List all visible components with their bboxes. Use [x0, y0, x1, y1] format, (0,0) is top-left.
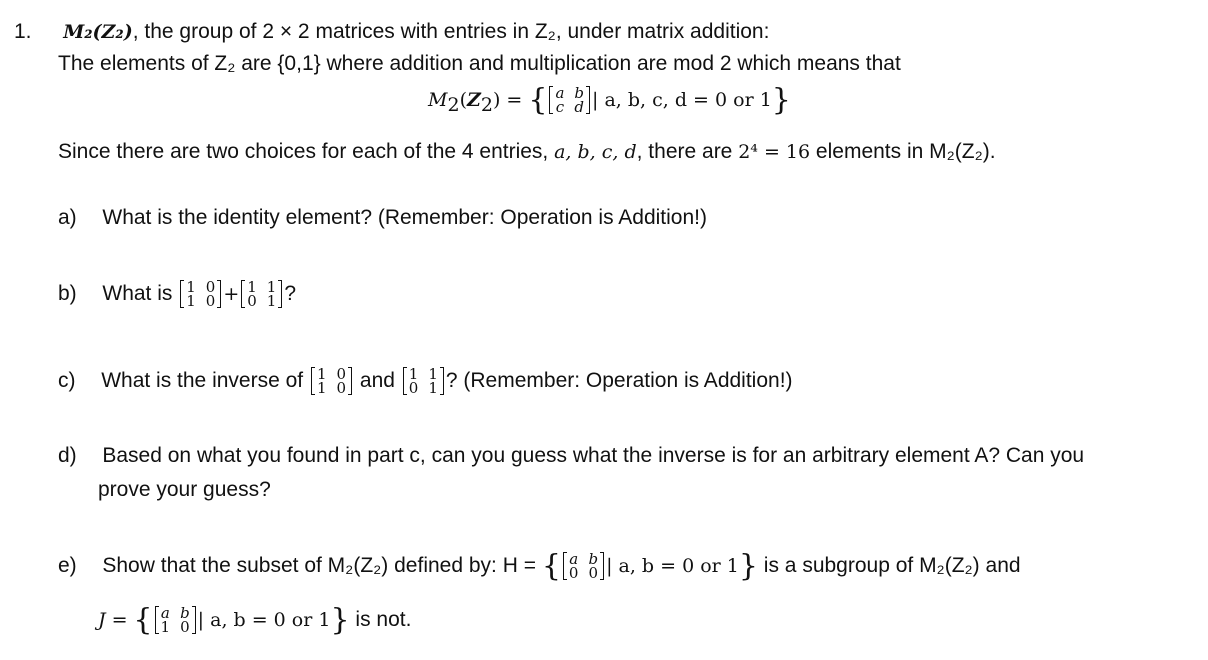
set-condition: | a, b, c, d = 0 or 1: [592, 89, 772, 111]
part-b: b) What is 1 0 1 0 + 1 1 0 1 ?: [58, 278, 297, 311]
part-c: c) What is the inverse of 1 0 1 0 and 1 1 0 1 ? (Remember: Operation is Addition!): [58, 365, 793, 398]
matrix-c-first: 1 0 1 0: [311, 367, 352, 395]
matrix-general: a b c d: [549, 86, 590, 114]
part-d: d) Based on what you found in part c, can you guess what the inverse is for an arbitrary element A? Can you: [58, 444, 1085, 467]
matrix-h: a b 0 0: [563, 552, 604, 580]
part-b-label: b): [58, 282, 77, 305]
matrix-b-second: 1 1 0 1: [241, 280, 282, 308]
problem-number: 1.: [14, 20, 32, 43]
part-c-label: c): [58, 369, 76, 392]
part-e-line2: J = { a b 1 0 | a, b = 0 or 1} is not.: [98, 602, 412, 638]
part-d-line2: prove your guess?: [98, 478, 271, 501]
part-a-text: What is the identity element? (Remember: Operation is Addition!): [102, 206, 707, 229]
part-a-label: a): [58, 206, 77, 229]
problem-heading: [14, 18, 769, 46]
part-e: e) Show that the subset of M₂(Z₂) defined by: H = { a b 0 0 | a, b = 0 or 1} is a subgroup of M₂(Z₂) and: [58, 548, 1021, 584]
part-d-label: d): [58, 444, 77, 467]
part-a: [58, 204, 707, 232]
set-definition: $M_2(Z_2)$ = { a b c d | a, b, c, d = 0 or 1}: [428, 82, 791, 118]
problem-title: , the group of 2 × 2 matrices with entries in Z₂, under matrix addition:: [132, 20, 770, 43]
part-e-label: e): [58, 554, 77, 577]
count-sentence: Since there are two choices for each of the 4 entries, a, b, c, d, there are 2⁴ = 16 elements in M₂(Z₂).: [58, 140, 996, 163]
matrix-j: a b 1 0: [155, 606, 196, 634]
intro-line: The elements of Z₂ are {0,1} where addition and multiplication are mod 2 which means that: [58, 52, 901, 75]
matrix-c-second: 1 1 0 1: [403, 367, 444, 395]
matrix-b-first: 1 0 1 0: [180, 280, 221, 308]
group-name: M₂(Z₂): [63, 21, 133, 43]
